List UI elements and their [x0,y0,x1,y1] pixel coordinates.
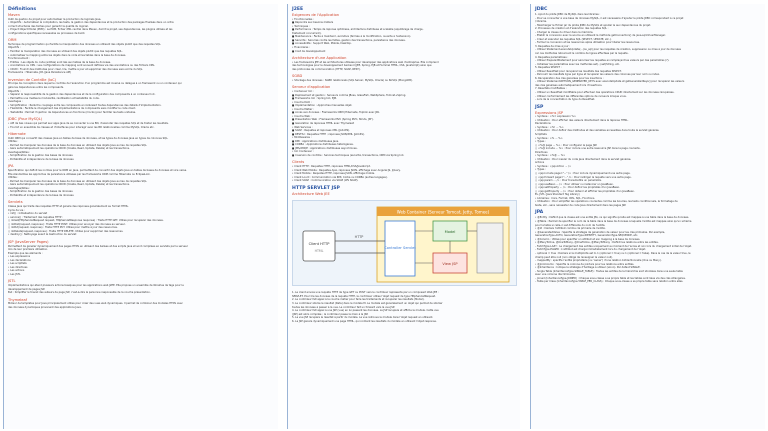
j2ee-block [292,7,516,183]
text-line: ■ Inversion de contrôle : Services techniques (sécurité, transactions, ORM via Spring IoC. [292,153,405,157]
section-subtitle: Exigences de l'Application [292,13,340,17]
text-line: • Couche DAO : [292,100,312,104]
container-header: Web Container (Serveur Tomcat, Jetty, Tomee) [396,209,490,215]
text-line: Avantages : [8,100,23,104]
text-line: ■ SOAP : Requêtes et réponses XML (JAX-WS). [292,129,350,133]
section-subtitle: Serveur d'application [292,85,331,90]
text-line: – Table per Class (InheritanceType.TABLE_PER_CLASS) : Chaque sous-classe a sa propre table sans relation entre elles. [535,280,684,284]
section [292,160,516,182]
text-line: 6. La JSP génère dynamiquement une page HTML, qui contient les résultats du modèle en utilisant l'objet response. [292,319,437,323]
text-line: • @Column : Utilisé pour spécifier un attribut et son mapping à la base de données. [535,237,641,241]
text-line: avec une colonne discriminante. [535,273,576,277]
text-line: • Objectifs : Automatiser la compilation, les tests, la gestion des dépendances et la production des packages finalisés dans un ordre [8,21,174,25]
text-line: ○ <jsp:useBean ... /> : Pour utiliser ou instancier un JavaBean. [535,182,614,186]
text-line: • Les JSTL [8,272,21,276]
text-line: ○ <jsp:param ... /> : Pour transmettre un paramètre. [535,179,602,183]
text-line: développement de pages JSP. [8,287,45,291]
text-line: • Syntaxe : <%@ ... %> [535,154,566,158]
text-line: lors de leur première utilisation. [8,248,49,252]
section-subtitle: Clients [292,160,305,165]
text-line: ■ Présentation Web : Frameworks MVC (Spring MVC, Struts, JSF). [292,118,374,122]
text-line: • Syntaxe : <%= expression %> [535,115,576,119]
text-line: 3. Le contrôleur stocke le résultat (Data) dans le modèle M. Le modèle est généralement un objet qui permet de stocker [292,301,443,305]
text-line: • Entités : Les objets du code (entités) sont liés aux tables de la base de données. [8,60,112,64]
text-line: 3. Requêtes de mise à jour : [535,44,571,48]
text-line: ■ RMI : Applications distribuées Java. [292,139,339,143]
section [292,186,516,197]
text-line: Déclarations [535,122,551,126]
text-line: • Fournit un ensemble de classes et d'interfaces pour interagir avec les BD relationnelles comme MySQL, Oracle etc. [8,125,155,129]
text-line: correct structurés des tâches pour garantir la qualité du logiciel. [8,24,89,28]
text-line: • service() : Traitement des requêtes HTTP : [8,215,63,219]
text-line: – Permet de manipuler les données de la base de données en utilisant des objets Java au lieu de requêtes SQL. [8,179,148,183]
text-line: • @Id : Déclare l'attribut comme clé primaire de l'entité. [535,227,606,231]
text-line: • Utilisation : Pour afficher des valeurs directement dans la réponse HTML. [535,118,629,122]
text-line: des technologies pour le développement backend (JEE, Spring, EJB et Hummel HTML, CSS, JavaScript) ainsi que [292,64,432,68]
section-subtitle: SGBD [292,74,303,79]
http-label: HTTP [354,235,364,240]
text-line: • Utilisation : Pour définir des méthodes et des variables accessibles dans toute la servlet générée. [535,129,660,133]
text-line: – Permet de manipuler les données de la base de données en utilisant des objets Java au lieu de requêtes SQL. [8,143,148,147]
text-line: ○ <jsp:getProperty ... /> : Pour obtenir et afficher les propriétés d'un JavaBean. [535,189,635,193]
text-line: texte, etc., sans nécessiter de code Java directement dans les pages JSP. [535,203,627,207]
text-line: GenerationType.AUTO, GenerationType.IDENTITY, GenerationType.SEQUENCE, etc. [535,234,639,238]
text-line: Objectifs : [8,89,21,93]
text-line: • Client Lourd : Communication via RMI, Corba ou CORBA (autres langages). [292,175,388,179]
section-subtitle: Maven [8,13,20,17]
text-line: • Conteneur IoC : [292,90,314,94]
view-label: View JSP [442,262,458,267]
column-right [530,4,765,429]
mvc-steps-block [292,291,516,323]
column-middle [287,4,520,429]
text-line: / librairie. [535,20,547,24]
text-line: Outil de gestion de projet pour automatiser la production de logiciels Java. [8,17,102,21]
text-line: Utilités : [8,140,19,144]
text-line: des protocoles de communication (HTTP, SOAP, REST). [292,67,361,71]
section-subtitle: Hibernate [8,132,26,137]
text-line: • Web Services : [292,125,313,129]
text-line: Classe Java qui traite des requêtes HTTP et génère des réponses généralement au format HTML. [8,205,129,209]
text-line: Scriptlets [535,133,547,136]
text-line: ■ Maintenance : Facile à maintenir, évolutive (fermée à la modification, ouverte à l'extension). [292,35,412,39]
text-line: Cycle de vie : [8,208,25,212]
section-title: HTTP SERVLET JSP [292,185,340,191]
text-line: • Les actions [8,269,25,273]
section [535,105,761,208]
browser-label: HTML [314,249,324,254]
text-line: Fonctionnement : [8,57,30,61]
section-title: Définitions [8,7,37,12]
section [535,210,761,283]
text-line: – Créer et exécuter les requêtes SQL (SELECT, UPDATE, etc.). [535,37,612,41]
section-subtitle: Inversion de Contrôle (IoC) [8,77,57,82]
text-line: • Syntaxe : <jsp:Action ... /> [535,164,572,168]
text-line: – FetchType.LAZY : Le chargement des entités uniquement au moment de l'accès et non lors du chargement initial de l'objet. [535,244,692,248]
text-line: ■ Répondre aux besoins métiers [292,21,334,25]
text-line: Objectifs : [8,46,21,50]
text-line: Avantages/Rôles : [8,186,31,190]
text-line: • Client Mobile : Requêtes HTTP, réponses JSON, affichage mobile. [292,172,375,176]
section [8,7,274,35]
text-line: • Middlewares : [292,136,312,140]
text-line: ○ <%@ include ... %> : Pour inclure une autre ressource JSP dans la page courante. [535,147,641,151]
section [8,38,274,75]
text-line: Utilités : [8,176,19,180]
text-line: – Télécharger le fichier jar du pilote JDBC de MySQL et ajouter le aux dépendances du projet. [535,23,651,27]
section-subtitle: ORM [8,38,17,43]
text-line: • Flexibilité : Facilite le changement des implémentations de composants sans modifier le code client. [8,107,136,111]
web-architecture-diagram [292,200,517,286]
text-line: 2. Processus de création et d'exécution des requêtes SQL : [535,27,609,31]
column-left [3,4,278,429]
text-line: ○ doGet(HttpServletRequest request, HttpServletResponse response) : Traite HTTP GET. Utilisé pour récupérer des données. [8,219,164,223]
text-line: 6. Récupération des clés générées pour les insertions : [535,76,604,80]
text-line: – Simplification de la gestion des bases de données [8,154,73,158]
text-line: car ces méthodes retournent le nombre de lignes affectées par la requête. [535,52,629,56]
section [8,78,274,115]
section [8,200,274,237]
section-subtitle: JPA [8,164,14,169]
text-line: ■ CORBA : Applications distribuées hétérogènes. [292,143,354,147]
text-line: • API de bas niveau qui permet aux apps Java de se connecter à une BD, d'exécuter des requêtes SQL et de traiter les résultats. [8,121,169,125]
text-line: • destroy() : Nettoyage avant la destruction du servlet [8,233,77,237]
section-subtitle: Servlets [8,200,23,205]
section-subtitle: JDBC (Pour MySQL) [8,117,43,122]
section [535,7,761,102]
text-line: ○ doPost(request, response) : Traite HTTP POST. Utilisé pour envoyer des données au serveur. [8,222,126,226]
text-line: • @ManyToOne, @OneToMany, @OneToOne, @ManyToMany : Définit les relations entre les entités. [535,241,659,245]
text-line: 5. Requêtes SELECT : [535,66,562,70]
text-line: ■ JMS/AMQP : Applications distribuées asynchrones. [292,146,358,150]
text-line: • Permettre une meilleure modularité, réutilisation et testabilité du code. [8,96,100,100]
text-line: ○ doPut(request, response) : Traite HTTP PUT. Utilisé pour mettre à jour des ressources. [8,226,118,230]
text-line: – Charger le classe du driver dans la mémoire. [535,30,594,34]
text-line: – Utiliser Statement.RETURN_GENERATED_KEYS avec executeUpdate et getGeneratedKeys() pour récupérer les valeurs [535,80,685,84]
text-line: Implémentations qui étend plusieurs actions basiques pour les applications web J2EE. Elle propose un ensemble de librairies de tags pour le [8,284,184,288]
model-label: Model [444,230,456,235]
text-line: – Pour se connecter à une base de données MySQL, il est nécessaire d'ajouter le pilote JDBC correspondant à ce projet [535,16,684,20]
text-line: – Utiliser Statement.executeUpdate(...)ou_sql) pour les requêtes de création, suppression ou mise à jour de données [535,48,681,52]
text-line: ■ Accessibilité : Support Web, Mobile, Desktop. [292,42,352,46]
text-line: gère les dépendances entre les composants. [8,85,64,89]
section-title: J2EE [292,7,304,12]
text-line: ■ Génération de réponses HTML avec Thymeleaf. [292,121,355,125]
text-line: • @GeneratedValue : Spécifie la stratégie de génération de valeur pour les clés primaires. Par exemple, [535,230,666,234]
section [8,279,274,294]
text-line: • Les déclarations [8,258,31,262]
text-line: • Les scriptlets [8,262,27,266]
section-subtitle: Expressions JSP [535,110,564,115]
section-title: JDBC [535,7,548,12]
client-label: Client HTTP [308,242,330,247]
text-line: • Techniques : [292,24,310,28]
text-line: – Utiliser conformément les différentes options de curseurs lorsque vous. [535,94,627,98]
text-line: 2. Le contrôleur fait appel à la couche métier pour faire les traitements et récupérer les résultats (Model). [292,298,425,302]
text-line: 7. Résultats modifiables : [535,87,567,91]
text-line: • Séparer la responsabilité de la gestion des dépendances et de la configuration des composants à un conteneur IoC. [8,93,156,97]
text-line: • Testabilité : Permet l'injection de dépendances en fonctions (mocks) pour faciliter les tests unitaires. [8,110,137,114]
text-line: • Annotations ou XML : Les configurations de mapping sont souvent définies via des annotations ou des fichiers XML. [8,64,156,68]
text-line: • Couche Web : [292,114,312,118]
text-line: – FetchType.EAGER : L'attribut est chargé immédiatement lors du chargement de l'objet. [535,248,646,252]
text-line: Actions [535,161,545,165]
text-line: – Utiliser ResultSet pour récupérer les résultats des requêtes SELECT. [535,69,622,73]
text-line: Outil ORM qui convertit des classes Java en tables de base de données, et les types de données Java en types de colonnes SQL. [8,136,169,140]
section [292,74,516,82]
section [8,298,274,310]
section-subtitle: JSP (JavaServer Pages) [8,239,49,244]
text-line: ■ RESTful : Requêtes HTTP ; réponses JSON/XML (JAX-RS). [292,132,365,136]
section-title: JSP [535,104,544,110]
text-line: ■ Sécurité : Sécurisé contre les failles, gestion des transactions, persistance des données. [292,38,406,42]
text-line: • Les directives [8,265,28,269]
text-line: des clés générées automatiquement lors d'insertions. [535,83,603,87]
text-line: • Utilisation : Pour simplifier les opérations courantes comme les boucles, les tests conditionnels, le formatage de [535,200,678,204]
text-line: ○ <jsp:forward page="..." /> : Pour rediriger la requête vers une autre page. [535,175,632,179]
text-line: • @Table : Permet de spécifier le nom de la table dans la base de données à laquelle l'entité est mappée ainsi qu'un schéma [535,220,692,224]
text-line: But : Simplifier le travail des auteurs de page JSP, c'est-à-dire la personne responsable de la couche présentation. [8,291,151,295]
section [292,291,516,323]
text-line: des données dynamiques provenant des applications Java. [8,305,82,309]
text-line: – Parcourir les résultats ligne par ligne et récupérer les valeurs des colonnes par leur nom ou index. [535,73,660,77]
text-line: Frameworks : Hibernate, JPA (Java Persistence API) [8,71,72,75]
text-line: • CRUD : Fournit des méthodes pour créer, lire, mettre à jour et supprimer des données sans écrire du SQL. [8,67,143,71]
text-line: Exemple que les éléments : [8,251,43,255]
section [292,7,516,53]
text-line: EL, JSTL (Java Standard Tag Library) [535,193,580,197]
text-line: champ peut être null (non obligé de renseigner la valeur null). [535,255,613,259]
text-line: Permettent de générer dynamiquement des pages HTML en utilisant des balises et des scripts Java et sont compilées en servlets par le serveur [8,244,189,248]
text-line: • Les frameworks JEE et les architectures utilisées pour développer des applications web d'entreprise. Elle comprend [292,60,439,64]
text-line: 5. La vue JSP récupère le résultat à partir du modèle. La vue retrouve le modèle dans l'objet request en utilisant. [292,316,434,320]
text-line: • Financières : [292,45,310,49]
text-line: • Utilisation : Pour insérer du code Java directement dans la servlet générée. [535,157,632,161]
text-line: • @Inheritance : Indique la stratégie d'héritage à utiliser (sinon). Par défaut SINGLE. [535,266,641,270]
text-line: (JSP) est alors compilée ; le contrôleur passe la main à la JSP. [292,312,369,316]
text-line: toutes les données à passer à la vue. Le contrôleur fait un forward vers la vue JSP. [292,305,395,309]
text-line: – Utiliser un ResultSet modifiable pour effectuer des opérations CRUD directement sur les données récupérées. [535,91,675,95]
text-line: • Couche Métier : [292,107,314,111]
text-line: • Fonctionnelles : [292,17,314,21]
text-line: • IoC Conteneur : [292,150,314,154]
text-line: • Simplification : Réduit le couplage entre les composants en réduisant toutes dépendances des détails d'implémentation. [8,103,162,107]
text-line: ■ Coût de développement [292,49,326,53]
business-layer-box [477,223,503,273]
text-line: ■ Implémentation : Approches manuelles objet. [292,104,353,108]
section-subtitle: Architecture Web JEE [292,191,330,196]
text-line: – Joined (InheritanceType.JOINED) : Chaque sous-classe a sa propre table et les tables sont liées via des clés étrangères. [535,276,686,280]
text-line: • Automatiser le mapping entre les objets dans le code et les tables dans la base de données. [8,53,127,57]
text-line: 1. Le client envoie une requête HTTP de type GET ou POST vers le contrôleur représenté par un composant Web JEE : [292,291,439,295]
text-line: – Gère automatiquement les opérations CRUD (Create, Read, Update, Delete) et les transactions. [8,147,130,151]
client-box [303,231,335,261]
text-line: Spécification qui définit les normes pour le ORM en Java, permettant de convertir des objets Java en tables de bases de données et vice versa. [8,169,187,173]
text-line: configurations spécifiques nécessaires au processus de build. [8,31,86,35]
text-line: – Portabilité et indépendance de la base de données [8,157,74,161]
text-line: 4. Le contrôleur fait appel à une JSP (vue) en lui passant les données. La JSP récupère et affiche le modèle. Cette vue [292,309,439,313]
text-line: • Client Web Mobile : Requêtes Ajax, réponses JSON, affichage avec Angular.JS, jQuery. [292,168,401,172]
text-line: • Stockage des données : SGBD relationnels (SQL Server, MySQL, Oracle) ou NoSQL (MongoDB). [292,78,413,82]
section-subtitle: Architecture d'une Application [292,56,347,61]
text-line: 1. Ajout du pilote JDBC de MySQL dans les libraries : [535,13,601,16]
text-line: – optional = true : Déclare si la multiplicité est 0..1 (optional = true) ou 1 (optional = false). Dans le cas de la valeur true, le [535,251,691,255]
text-line: ■ Déploiement et gestion : Serveurs comme JBoss, GlassFish, WebSphere, Tomcat+Spring. [292,93,407,97]
text-line: • Types : [535,140,546,144]
text-line: • @Entity : Définit que la classe est une entité JPA, ce qui signifie qu'elle est mappée à une table dans la base de données. [535,216,690,220]
text-line: ■ Accès aux données : Frameworks ORM (Hibernate, Toplink avec JPA. [292,111,380,115]
web-architecture-block [292,186,516,197]
section [292,85,516,157]
text-line: • Faciliter la manipulation des données en utilisant des objets plutôt que des requêtes SQL. [8,50,123,54]
text-line: ○ <jsp:include page="..." /> : Pour inclure dynamiquement une autre page. [535,172,631,176]
text-line: Elle standardise les approches de persistance utilisées par les frameworks ORM comme Hibernate ou EclipseLink. [8,172,151,176]
text-line: – Simplification de la gestion des bases de données [8,190,73,194]
text-line: pour la table si celle-ci est différente du nom de l'entité. [535,223,606,227]
text-line: – Lors de la concentration du type du ResultSet. [535,98,596,102]
text-line: – Utiliser PreparedStatement pour sécuriser les requêtes en remplaçant les valeurs par des paramètres (?). [535,59,670,63]
text-line: – Single Table (InheritanceType.SINGLE_TABLE) : Toutes les entités de la hiérarchie sont stockées dans une seule table [535,269,683,273]
text-line: – Initialiser les paramètres avec les méthodes set(..) set(String, etc. [535,62,620,66]
section [8,240,274,277]
text-line: ■ Frameworks IoC : Spring IoC, EJB. [292,97,337,101]
text-line: • @JoinColumn : Spécifie la colonne de jointure pour les relations entre entités. [535,262,635,266]
text-line: Technique de programmation qui facilite la manipulation des données en utilisant des objets plutôt que des requêtes SQL. [8,42,162,46]
text-line: • Client HTTP : Requêtes HTTP, réponses HTML/CSS/JavaScript. [292,165,371,169]
text-line: • Les expressions [8,255,31,259]
text-line: – Gère automatiquement les opérations CRUD (Create, Read, Update, Delete) et les transactions. [8,183,130,187]
text-line: Avantages/Rôles : [8,150,31,154]
section-subtitle: JSTL [8,279,16,284]
text-line: • Syntaxe : <% ... %> [535,136,563,140]
section-title: JPA [535,210,544,216]
text-line: traitement concurrent). [292,31,322,35]
text-line: • Librairies : Core, Format, XML, SQL, Fonctions. [535,196,596,200]
text-line: – Établir la connexion avec la source en utilisant la méthode getConnection() de java.sql.DriverManager. [535,34,666,38]
text-line: • Types : [535,168,546,172]
text-line: ○ doDelete(request, response) : Traite HTTP DELETE. Utilisé pour supprimer des ressources. [8,229,124,233]
text-line: SERVLET. Pour lire les données de la requête HTTP, le contrôleur utilise l'objet request de type HttpServletRequest. [292,294,436,298]
text-line: • Client SOAP : Communication via SOAP (WS SOAP). [292,179,359,183]
text-line: • Syntaxe : <%! ... %> [535,125,564,129]
section [8,164,274,197]
text-line: 4. Requêtes paramétrées : [535,55,569,59]
text-line: ■ Performance : Temps de réponse optimisés, architecture distribuée et scalable (équilibrage de charge, [292,28,424,32]
section [292,56,516,71]
text-line: – Portabilité et indépendance de la base de données [8,193,74,197]
section [8,132,274,161]
section-subtitle: Thymeleaf [8,297,27,302]
text-line: Moteur de templates pour Java principalement utilisé pour créer des vues web dynamiques. Il permet de combiner des modèles HTML avec [8,302,183,306]
text-line: Directives [535,150,548,154]
text-line: – Fermer la connexion et les ressources après utilisation pour libérer les ressources. [535,41,640,45]
text-line: Principe de conception dans lequel le contrôle de l'exécution d'un programme est inversé ou délégué à un framework ou un conteneur qui [8,82,182,86]
text-line: • init() : Initialisation du servlet [8,212,48,216]
controller-label: Controller Servlet [384,246,416,251]
section [8,117,274,129]
text-line: – mappedBy : spécifie l'entité propriétaire (ou 'owner') d'une relation bidirectionnelle (One ou Many). [535,259,662,263]
text-line: • Project Object Model (POM) : Le POM, fichier XML central dans Maven, décrit le projet, ses dépendances, les plugins utilisés et les [8,28,173,32]
text-line: ○ <jsp:setProperty ... /> : Pour définir les propriétés d'un JavaBean. [535,186,620,190]
text-line: ○ <%@ page ... %> : Pour configurer la page JSP. [535,143,598,147]
